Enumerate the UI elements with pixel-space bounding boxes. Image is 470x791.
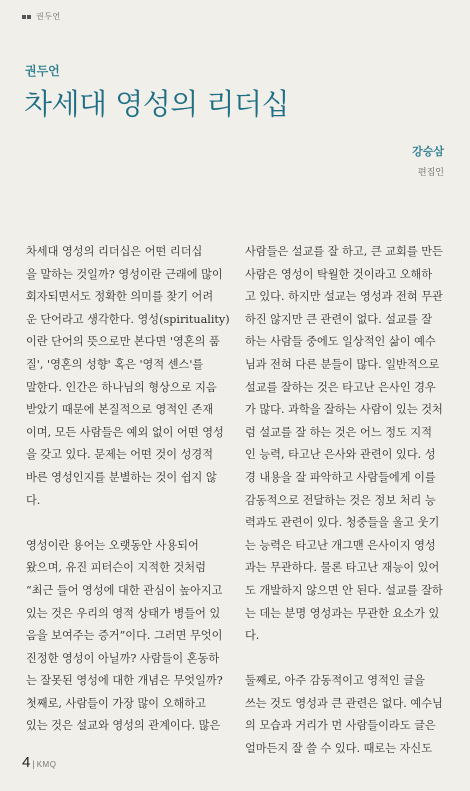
text-line: 말한다. 인간은 하나님의 형상으로 지음: [26, 380, 217, 394]
text-line: 음을 보여주는 증거”이다. 그러면 무엇이: [26, 629, 223, 643]
text-line: 질', '영혼의 성향' 혹은 '영적 센스'를: [26, 357, 204, 371]
text-line: 사람은 영성이 탁월한 것이라고 오해하: [245, 267, 433, 281]
article-title: 차세대 영성의 리더십: [24, 87, 290, 121]
text-line: 럼 설교를 잘 하는 것은 어느 정도 지적: [245, 425, 433, 439]
text-line: 둘째로, 아주 감동적이고 영적인 글을: [245, 674, 425, 688]
text-line: 을 갖고 있다. 문제는 어떤 것이 성경적: [26, 448, 214, 462]
text-line: 고 있다. 하지만 설교는 영성과 전혀 무관: [245, 290, 443, 304]
text-line: 다.: [26, 493, 41, 507]
text-line: 하는 사람들 중에도 일상적인 삶이 예수: [245, 335, 436, 349]
text-line: 진정한 영성이 아닐까? 사람들이 혼동하: [26, 651, 220, 665]
author-role: 편집인: [417, 167, 444, 177]
text-line: 감동적으로 전달하는 것은 정보 처리 능: [245, 493, 436, 507]
text-line: 사람들은 설교를 잘 하고, 큰 교회를 만든: [245, 245, 443, 258]
section-header: [22, 11, 61, 22]
text-line: 과는 무관하다. 물론 타고난 재능이 있어: [245, 561, 440, 575]
text-line: 바른 영성인지를 분별하는 것이 쉽지 않: [26, 470, 217, 484]
text-line: 하진 않지만 큰 관련이 없다. 설교를 잘: [245, 312, 433, 326]
footer-separator: |: [32, 759, 35, 769]
text-line: 가 많다. 과학을 잘하는 사람이 있는 것처: [245, 403, 443, 417]
text-line: 설교를 잘하는 것은 타고난 은사인 경우: [245, 380, 436, 394]
author-name: 강승삼: [412, 146, 444, 158]
text-line: 님과 전혀 다른 분들이 많다. 일반적으로: [245, 357, 440, 371]
text-line: 경 내용을 잘 파악하고 사람들에게 이를: [245, 470, 436, 484]
square-bullet-icon: [22, 12, 32, 21]
text-line: 첫째로, 사람들이 가장 많이 오해하고: [26, 696, 206, 710]
text-line: 다.: [245, 629, 260, 643]
text-line: 영성이란 용어는 오랫동안 사용되어: [26, 538, 199, 552]
section-tag: 권두언: [36, 12, 61, 21]
text-line: 이며, 모든 사람들은 예외 없이 어떤 영성: [26, 425, 224, 439]
text-line: 의 모습과 거리가 먼 사람들이라도 글은: [245, 719, 436, 733]
text-line: 는 잘못된 영성에 대한 개념은 무엇일까?: [26, 674, 223, 688]
text-line: 쓰는 것도 영성과 큰 관련은 없다. 예수님: [245, 696, 443, 710]
paragraph: [26, 535, 234, 738]
text-line: 력과도 관련이 있다. 청중들을 울고 웃기: [245, 516, 440, 530]
page-footer: [22, 754, 56, 772]
text-line: 는 데는 분명 영성과는 무관한 요소가 있: [245, 606, 440, 620]
text-line: 는 능력은 타고난 개그맨 은사이지 영성: [245, 538, 436, 552]
paragraph: [245, 241, 453, 648]
magazine-name: KMQ: [36, 760, 57, 769]
text-line: 도 개발하지 않으면 안 된다. 설교를 잘하: [245, 583, 443, 597]
text-line: 왔으며, 유진 피터슨이 지적한 것처럼: [26, 561, 206, 575]
text-line: 회자되면서도 정확한 의미를 찾기 어려: [26, 290, 214, 304]
page-number: 4: [22, 754, 31, 771]
text-line: 차세대 영성의 리더십은 어떤 리더십: [26, 245, 203, 258]
text-line: 을 말하는 것일까? 영성이란 근래에 많이: [26, 267, 223, 281]
text-line: 있는 것은 우리의 영적 상태가 병들어 있: [26, 606, 221, 620]
right-column: [245, 241, 453, 761]
text-line: 이란 단어의 뜻으로만 본다면 '영혼의 품: [26, 335, 220, 349]
text-line: 운 단어라고 생각한다. 영성(spirituality): [26, 312, 230, 326]
text-line: 있는 것은 설교와 영성의 관계이다. 많은: [26, 719, 221, 733]
left-column: [26, 241, 234, 738]
text-line: 받았기 때문에 본질적으로 영적인 존재: [26, 403, 214, 417]
text-line: “최근 들어 영성에 대한 관심이 높아지고: [26, 583, 223, 597]
byline: [412, 143, 444, 178]
paragraph: [245, 670, 453, 760]
text-line: 얼마든지 잘 쓸 수 있다. 때로는 자신도: [245, 742, 433, 756]
kicker: 권두언: [25, 64, 60, 78]
text-line: 인 능력, 타고난 은사와 관련이 있다. 성: [245, 448, 436, 462]
paragraph: [26, 241, 234, 512]
